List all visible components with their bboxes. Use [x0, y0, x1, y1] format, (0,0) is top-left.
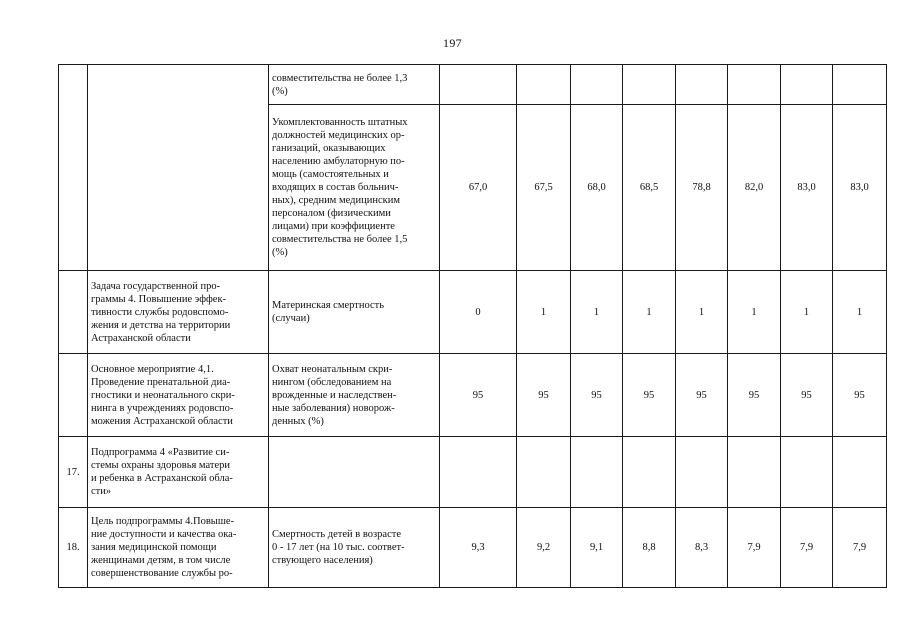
value-cell — [781, 437, 833, 508]
value-cell — [571, 437, 623, 508]
value-cell: 67,0 — [440, 105, 517, 271]
value-cell: 1 — [517, 271, 571, 354]
task-cell: Задача государственной про- граммы 4. Повышение эффек- тивности службы родовспомо- жения и детства на территории Астраханской области — [91, 280, 231, 344]
value-cell — [728, 65, 781, 105]
value-cell — [623, 437, 676, 508]
value-cell: 0 — [440, 271, 517, 354]
value-cell: 95 — [676, 354, 728, 437]
value-cell: 95 — [517, 354, 571, 437]
value-cell — [833, 65, 887, 105]
row-index — [59, 65, 88, 271]
value-cell: 68,0 — [571, 105, 623, 271]
value-cell: 95 — [440, 354, 517, 437]
table-row — [59, 65, 887, 105]
value-cell: 95 — [833, 354, 887, 437]
value-cell: 67,5 — [517, 105, 571, 271]
value-cell: 9,1 — [571, 508, 623, 588]
value-cell: 1 — [833, 271, 887, 354]
value-cell: 1 — [571, 271, 623, 354]
value-cell — [571, 65, 623, 105]
value-cell: 95 — [781, 354, 833, 437]
task-cell: Основное мероприятие 4,1. Проведение пренатальной диа- гностики и неонатального скри- нинга в учреждениях родовспо- можения Астраханской области — [91, 363, 235, 427]
value-cell — [781, 65, 833, 105]
value-cell: 95 — [728, 354, 781, 437]
value-cell: 1 — [781, 271, 833, 354]
value-cell: 78,8 — [676, 105, 728, 271]
table-row — [59, 354, 887, 437]
value-cell: 8,8 — [623, 508, 676, 588]
value-cell: 83,0 — [781, 105, 833, 271]
indicator-cell: совместительства не более 1,3 (%) — [272, 72, 408, 97]
value-cell: 82,0 — [728, 105, 781, 271]
page-number: 197 — [443, 36, 462, 50]
value-cell: 83,0 — [833, 105, 887, 271]
value-cell — [517, 437, 571, 508]
row-index: 18. — [59, 508, 88, 588]
value-cell — [833, 437, 887, 508]
row-index — [59, 354, 88, 437]
indicators-table — [58, 64, 887, 588]
value-cell: 95 — [571, 354, 623, 437]
value-cell — [676, 65, 728, 105]
value-cell: 95 — [623, 354, 676, 437]
value-cell — [676, 437, 728, 508]
value-cell: 7,9 — [833, 508, 887, 588]
value-cell — [728, 437, 781, 508]
task-cell: Цель подпрограммы 4.Повыше- ние доступности и качества ока- зания медицинской помощи женщинами детям, в том числе совершенствование службы ро- — [91, 516, 237, 579]
indicator-cell: Укомплектованность штатных должностей медицинских ор- ганизаций, оказывающих населению амбулаторную по- мощь (самостоятельных и входящих в состав больнич- ных), средним медицинским персоналом (физическими лицами) при коэффициенте совместительства не более 1,5 (%) — [272, 117, 408, 258]
value-cell: 9,3 — [440, 508, 517, 588]
value-cell: 7,9 — [781, 508, 833, 588]
value-cell: 68,5 — [623, 105, 676, 271]
value-cell: 9,2 — [517, 508, 571, 588]
table-row — [59, 508, 887, 588]
task-cell: Подпрограмма 4 «Развитие си- стемы охраны здоровья матери и ребенка в Астраханской обла- сти» — [91, 447, 233, 497]
indicator-cell: Смертность детей в возрасте 0 - 17 лет (на 10 тыс. соответ- ствующего населения) — [272, 529, 405, 566]
value-cell — [623, 65, 676, 105]
indicator-cell: Охват неонатальным скри- нингом (обследованием на врожденные и наследствен- ные заболевания) новорож- денных (%) — [272, 363, 397, 427]
value-cell: 1 — [728, 271, 781, 354]
value-cell: 1 — [676, 271, 728, 354]
value-cell: 1 — [623, 271, 676, 354]
row-index: 17. — [59, 437, 88, 508]
value-cell: 7,9 — [728, 508, 781, 588]
row-index — [59, 271, 88, 354]
table-row — [59, 271, 887, 354]
value-cell — [517, 65, 571, 105]
task-cell — [88, 65, 269, 271]
indicator-cell: Материнская смертность (случаи) — [272, 300, 385, 324]
value-cell: 8,3 — [676, 508, 728, 588]
value-cell — [440, 437, 517, 508]
value-cell — [440, 65, 517, 105]
table-row — [59, 437, 887, 508]
